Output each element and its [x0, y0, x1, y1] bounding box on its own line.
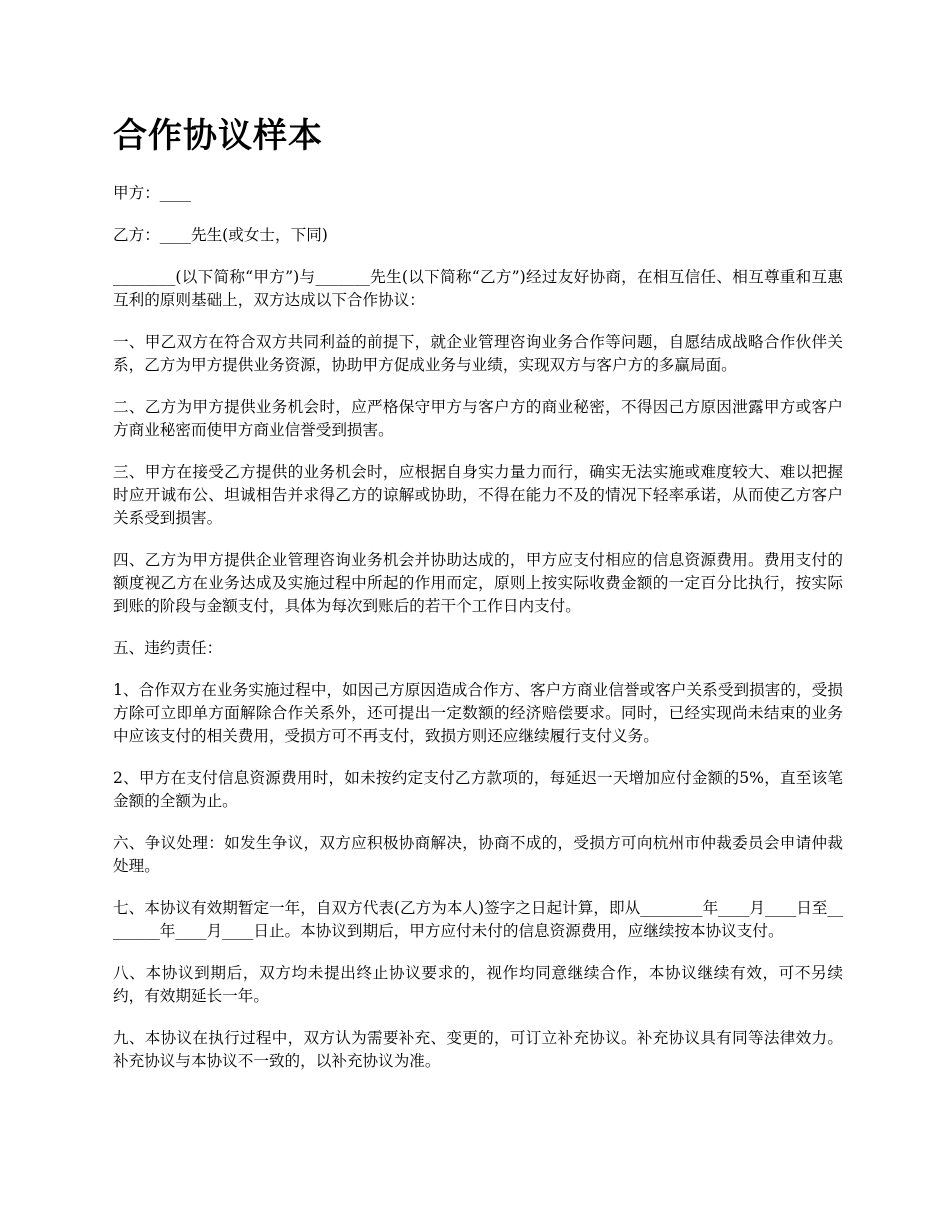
clause-5-item-2: 2、甲方在支付信息资源费用时，如未按约定支付乙方款项的，每延迟一天增加应付金额的5%，直至该笔金额的全额为止。: [113, 769, 843, 810]
clause-6: 六、争议处理：如发生争议，双方应积极协商解决，协商不成的，受损方可向杭州市仲裁委员会申请仲裁处理。: [113, 834, 843, 875]
clause-4: 四、乙方为甲方提供企业管理咨询业务机会并协助达成的，甲方应支付相应的信息资源费用。费用支付的额度视乙方在业务达成及实施过程中所起的作用而定，原则上按实际收费金额的一定百分比执行，按实际到账的阶段与金额支付，具体为每次到账后的若干个工作日内支付。: [113, 551, 843, 615]
document-page: [113, 112, 843, 1092]
clause-5-item-1: 1、合作双方在业务实施过程中，如因己方原因造成合作方、客户方商业信誉或客户关系受到损害的，受损方除可立即单方面解除合作关系外，还可提出一定数额的经济赔偿要求。同时，已经实现尚未结束的业务中应该支付的相关费用，受损方可不再支付，致损方则还应继续履行支付义务。: [113, 681, 843, 745]
clause-3: 三、甲方在接受乙方提供的业务机会时，应根据自身实力量力而行，确实无法实施或难度较大、难以把握时应开诚布公、坦诚相告并求得乙方的谅解或协助，不得在能力不及的情况下轻率承诺，从而使乙方客户关系受到损害。: [113, 463, 843, 527]
clause-5-heading: 五、违约责任：: [113, 639, 223, 657]
clause-7: 七、本协议有效期暂定一年，自双方代表(乙方为本人)签字之日起计算，即从________年____月____日至________年____月____日止。本协议到期后，甲方应付未付的信息资源费用，应继续按本协议支付。: [113, 899, 843, 940]
party-b-line: 乙方：____先生(或女士，下同): [113, 226, 328, 244]
clause-1: 一、甲乙双方在符合双方共同利益的前提下，就企业管理咨询业务合作等问题，自愿结成战略合作伙伴关系，乙方为甲方提供业务资源，协助甲方促成业务与业绩，实现双方与客户方的多赢局面。: [113, 333, 843, 374]
document-title: 合作协议样本: [113, 116, 323, 156]
party-a-line: 甲方：____: [113, 184, 191, 202]
clause-9: 九、本协议在执行过程中，双方认为需要补充、变更的，可订立补充协议。补充协议具有同等法律效力。补充协议与本协议不一致的，以补充协议为准。: [113, 1029, 843, 1070]
preamble-paragraph: ________(以下简称“甲方”)与_______先生(以下简称“乙方”)经过友好协商，在相互信任、相互尊重和互惠互利的原则基础上，双方达成以下合作协议：: [113, 268, 843, 309]
clause-8: 八、本协议到期后，双方均未提出终止协议要求的，视作均同意继续合作，本协议继续有效，可不另续约，有效期延长一年。: [113, 964, 843, 1005]
clause-2: 二、乙方为甲方提供业务机会时，应严格保守甲方与客户方的商业秘密，不得因己方原因泄露甲方或客户方商业秘密而使甲方商业信誉受到损害。: [113, 398, 843, 439]
